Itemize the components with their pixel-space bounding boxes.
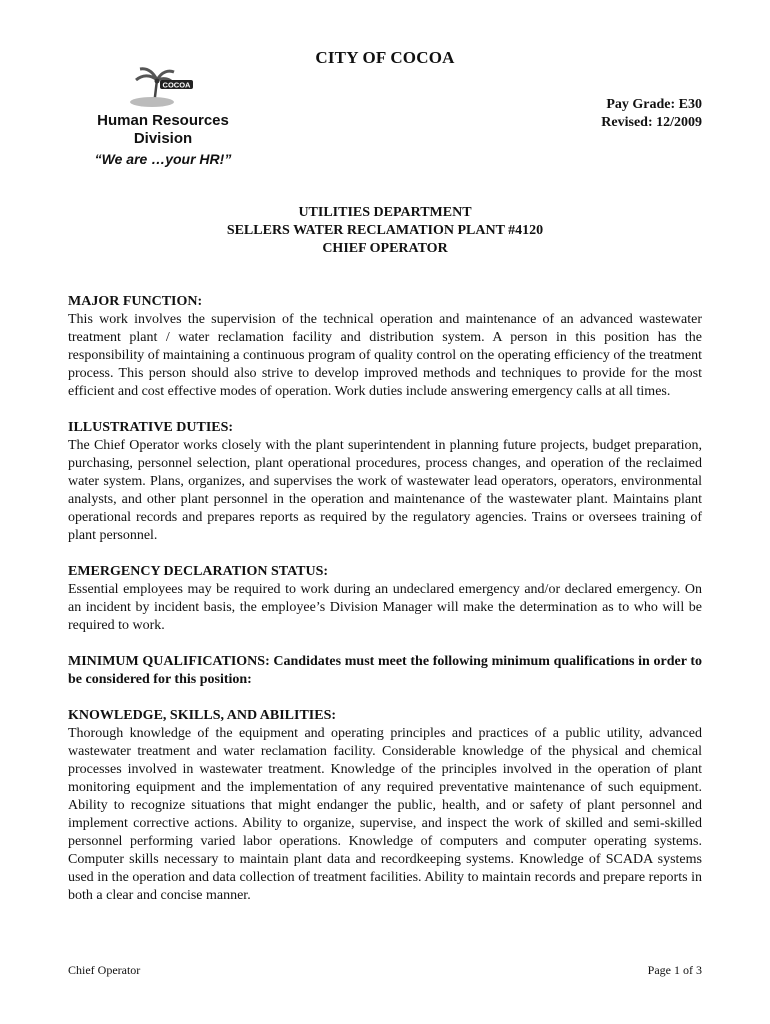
minimum-qualifications-text: MINIMUM QUALIFICATIONS: Candidates must meet the following minimum qualifications in order to be considered for this position: [68, 654, 702, 687]
illustrative-duties-section [68, 419, 702, 545]
illustrative-duties-heading: ILLUSTRATIVE DUTIES: [68, 420, 234, 435]
city-logo-icon [124, 66, 194, 110]
ksa-heading: KNOWLEDGE, SKILLS, AND ABILITIES: [68, 708, 337, 723]
pay-grade-block [601, 96, 702, 132]
footer-document-name: Chief Operator [68, 963, 141, 977]
hr-division-block [68, 112, 258, 168]
emergency-status-heading: EMERGENCY DECLARATION STATUS: [68, 564, 329, 579]
plant-name: SELLERS WATER RECLAMATION PLANT #4120 [226, 223, 544, 238]
ksa-text: Thorough knowledge of the equipment and operating principles and practices of a public utility, advanced wastewater treatment and water reclamation facility. Considerable knowledge of the physical and chemical processes involved in wastewater treatment. Knowledge of the principles involved in the operation of plant monitoring equipment and the implementation of any required preventative maintenance of such equipment. Ability to recognize situations that might endanger the public, health, and or safety of plant personnel and implement corrective actions. Ability to organize, supervise, and inspect the work of skilled and semi-skilled personnel performing varied labor operations. Knowledge of computers and computer operating systems. Computer skills necessary to maintain plant data and recordkeeping systems. Knowledge of SCADA systems used in the operation and data collection of treatment facilities. Ability to maintain records and prepare reports in both a clear and concise manner. [68, 726, 702, 903]
pay-grade: Pay Grade: E30 [606, 97, 702, 112]
major-function-section [68, 293, 702, 401]
position-title: CHIEF OPERATOR [322, 241, 448, 256]
major-function-heading: MAJOR FUNCTION: [68, 294, 203, 309]
hr-division-name: Human Resources Division [97, 112, 229, 147]
illustrative-duties-text: The Chief Operator works closely with the plant superintendent in planning future projects, budget preparation, purchasing, personnel selection, plant operational procedures, process changes, and operation of the reclaimed water system. Plans, organizes, and supervises the work of wastewater lead operators, operators, environmental analysts, and other plant personnel in the operation and maintenance of the wastewater plant. Maintains plant operational records and prepares reports as required by the regulatory agencies. Trains or oversees training of plant personnel. [68, 438, 702, 543]
position-heading [0, 204, 770, 258]
ksa-section [68, 707, 702, 905]
major-function-text: This work involves the supervision of the technical operation and maintenance of an advanced wastewater treatment plant / water reclamation facility and distribution system. A person in this position has the responsibility of maintaining a continuous program of quality control on the operating efficiency of the treatment process. This person should also strive to develop improved methods and techniques to provide for the most efficient and cost effective modes of operation. Work duties include answering emergency calls at all times. [68, 312, 702, 399]
footer-page-number: Page 1 of 3 [647, 963, 702, 977]
city-title: CITY OF COCOA [315, 48, 455, 67]
logo-text: COCOA [162, 80, 191, 90]
hr-slogan: “We are …your HR!” [94, 151, 232, 167]
department-name: UTILITIES DEPARTMENT [298, 205, 472, 220]
emergency-status-section [68, 563, 702, 635]
revised-date: Revised: 12/2009 [601, 115, 702, 130]
document-body [68, 293, 702, 923]
emergency-status-text: Essential employees may be required to work during an undeclared emergency and/or declared emergency. On an incident by incident basis, the employee’s Division Manager will make the determination as to who will be required to work. [68, 582, 702, 633]
